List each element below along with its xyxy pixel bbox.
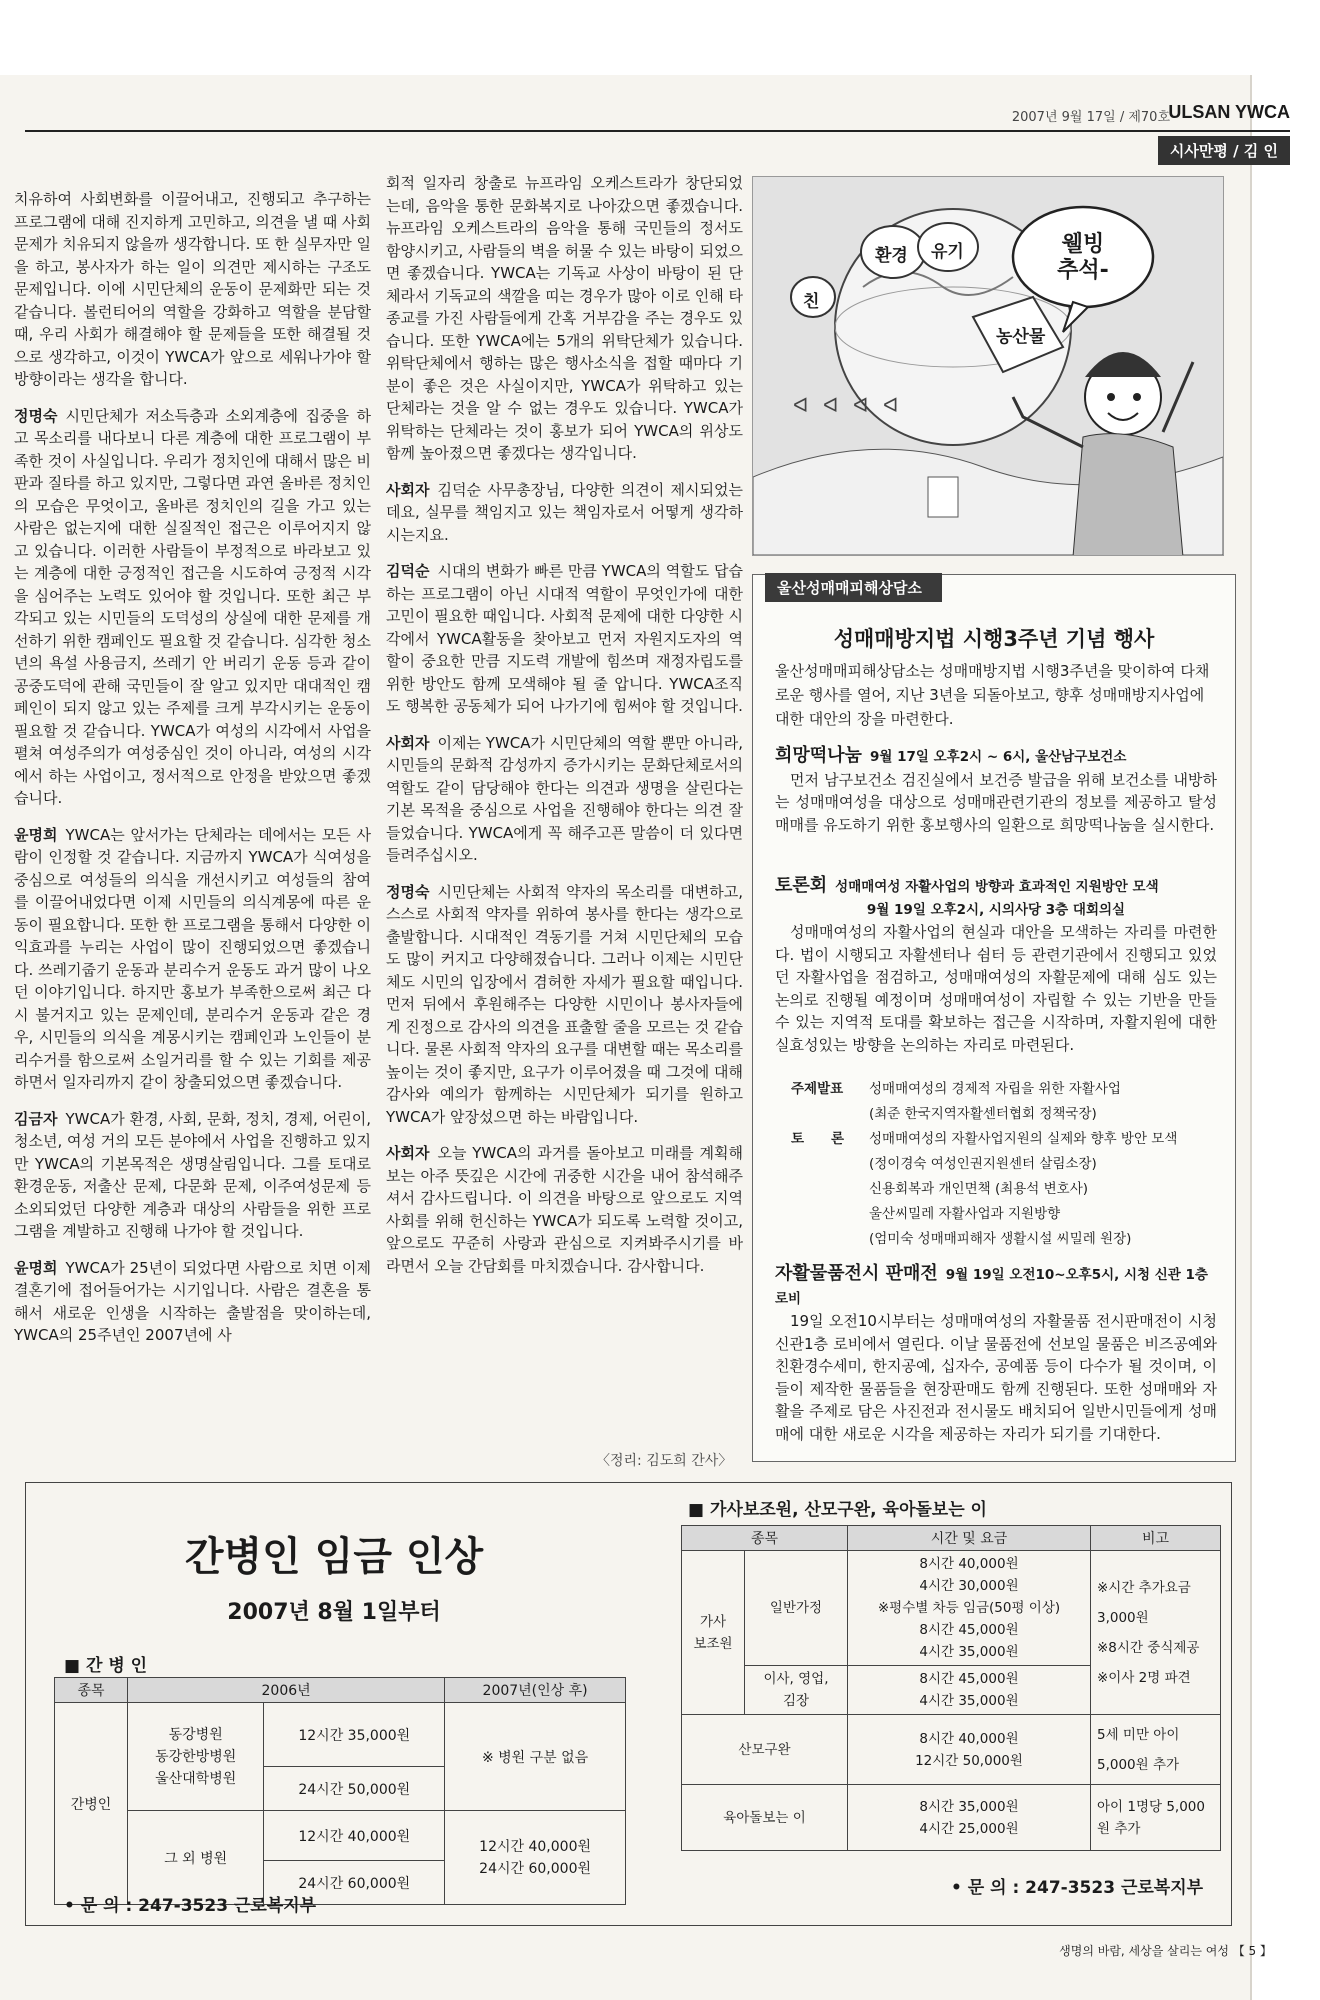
forum-program: 주제발표 성매매여성의 경제적 자립을 위한 자활사업 (최준 한국지역자활센터협회 정책국장) 토 론 성매매여성의 자활사업지원의 실제와 향후 방안 모색 (정이경숙 여성인권지원센터 살림소장) 신용회복과 개인면책 (최용석 변호사) 울산씨밀레 자활사업과 지원방향 (엄미숙 성매매피해자 생활시설 씨밀레 원장)	[791, 1081, 1178, 1247]
article-credit: 〈정리: 김도희 간사〉	[596, 1453, 733, 1469]
box-title: 성매매방지법 시행3주년 기념 행사	[833, 627, 1155, 651]
caregiver-wage-table: 종목 2006년 2007년(인상 후) 간병인 동강병원 동강한방병원 울산대학병원 12시간 35,000원 ※ 병원 구분 없음 24시간 50,000원 그 외 병원 12시간 40,000원 12시간 40,000원 24시간 60,000원 24시간 60,000원	[54, 1677, 626, 1905]
speaker-name: 윤명희	[14, 825, 58, 844]
speaker-name: 사회자	[386, 480, 430, 499]
speaker-name: 정명숙	[386, 882, 430, 901]
speaker-name: 김덕순	[386, 562, 430, 580]
paragraph: 사회자 김덕순 사무총장님, 다양한 의견이 제시되었는데요, 실무를 책임지고 있는 책임자로서 어떻게 생각하시는지요.	[386, 480, 743, 544]
paragraph: 김금자 YWCA가 환경, 사회, 문화, 정치, 경제, 어린이, 청소년, 여성 거의 모든 분야에서 사업을 진행하고 있지만 YWCA의 기본목적은 생명살림입니다. 그를 토대로 환경운동, 저출산 문제, 다문화 문제, 이주여성문제 등 소외되었던 다양한 계층과 대상의 사람들을 위한 프로그램을 계발하고 진행해 나가야 할 것입니다.	[14, 1109, 371, 1240]
speaker-name: 사회자	[386, 1144, 430, 1162]
speaker-name: 정명숙	[14, 406, 58, 425]
sack-label: 친	[803, 292, 820, 312]
paragraph: 사회자 이제는 YWCA가 시민단체의 역할 뿐만 아니라, 시민들의 문화적 감성까지 증가시키는 문화단체로서의 역할도 같이 담당해야 한다는 의견과 생명을 살린다는 기본 목적을 중심으로 사업을 진행해야 한다는 의견 잘 들었습니다. YWCA에게 꼭 해주고픈 말씀이 더 있다면 들려주십시오.	[386, 733, 743, 864]
paragraph: 치유하여 사회변화를 이끌어내고, 진행되고 추구하는 프로그램에 대해 진지하게 고민하고, 의견을 낼 때 사회문제가 치유되지 않을까 생각합니다. 또 한 실무자만 일을 하고, 봉사자가 하는 일이 의견만 제시하는 구조도 문제입니다. 이에 시민단체의 운동이 문제화만 되는 것 같습니다. 볼런티어의 역할을 강화하고 역할을 분담할 때, 우리 사회가 해결해야 할 문제들을 또한 해결될 것으로 생각하고, 이것이 YWCA가 앞으로 세워나가야 할 방향이라는 생각을 합니다.	[14, 190, 371, 388]
paragraph: 정명숙 시민단체는 사회적 약자의 목소리를 대변하고, 스스로 사회적 약자를 위하여 봉사를 한다는 생각으로 출발합니다. 시대적인 격동기를 거쳐 시민단체의 모습도 많이 커지고 다양해졌습니다. 그러나 이제는 시민단체도 시민의 입장에서 겸허한 자세가 필요할 때입니다. 먼저 뒤에서 후원해주는 다양한 시민이나 봉사자들에게 진정으로 감사의 의견을 표출할 줄을 모르는 것 같습니다. 물론 사회적 약자의 요구를 대변할 때는 목소리를 높이는 것이 좋지만, 요구가 이루어졌을 때 그것에 대해 감사와 예의가 함께하는 시민단체가 되기를 원하고 YWCA가 앞장섰으면 하는 바람입니다.	[386, 882, 743, 1126]
sack-label: 환경	[875, 246, 908, 266]
page-header	[25, 100, 1290, 132]
counseling-center-box	[752, 574, 1236, 1462]
box-lead: 울산성매매피해상담소는 성매매방지법 시행3주년을 맞이하여 다채로운 행사를 열어, 지난 3년을 되돌아보고, 향후 성매매방지사업에 대한 대안의 장을 마련한다.	[775, 662, 1210, 728]
notice-subtitle: 2007년 8월 1일부터	[227, 1600, 441, 1625]
page-footer: 생명의 바람, 세상을 살리는 여성 【 5 】	[1059, 1944, 1272, 1958]
sack-label: 유기	[931, 242, 964, 262]
cartoon-illustration	[752, 176, 1224, 556]
section-heading: ■ 간 병 인	[64, 1656, 148, 1676]
svg-text:ᐊ: ᐊ	[853, 393, 869, 417]
event-exhibition-sale: 자활물품전시 판매전 9월 19일 오전10~오후5시, 시청 신관 1층 로비 19일 오전10시부터는 성매매여성의 자활물품 전시판매전이 시청신관1층 로비에서 열린다. 이날 물품전에 선보일 물품은 비즈공예와 친환경수세미, 한지공예, 십자수, 공예품 등이 다수가 될 것이며, 이들이 제작한 물품들을 현장판매도 함께 진행된다. 또한 성매매와 자활을 주제로 담은 사진전과 전시물도 배치되어 일반시민들에게 성매매에 대한 새로운 시각을 제공하는 자리가 되기를 기대한다.	[775, 1263, 1217, 1443]
housekeeper-rates-notice	[646, 1483, 1231, 1925]
sack-label: 농산물	[996, 327, 1046, 347]
event-hope-rice-cake: 희망떡나눔 9월 17일 오후2시 ~ 6시, 울산남구보건소 먼저 남구보건소 검진실에서 보건증 발급을 위해 보건소를 내방하는 성매매여성을 대상으로 성매매관련기관의 정보를 제공하고 탈성매매를 유도하기 위한 홍보행사의 일환으로 희망떡나눔을 실시한다.	[775, 745, 1217, 834]
speaker-name: 윤명희	[14, 1258, 58, 1277]
paragraph: 사회자 오늘 YWCA의 과거를 돌아보고 미래를 계획해보는 아주 뜻깊은 시간에 귀중한 시간을 내어 참석해주셔서 감사드립니다. 이 의견을 바탕으로 앞으로도 지역사회를 위해 헌신하는 YWCA가 되도록 노력할 것이고, 앞으로도 꾸준히 사랑과 관심으로 지켜봐주시기를 바라면서 오늘 간담회를 마치겠습니다. 감사합니다.	[386, 1144, 743, 1275]
paragraph: 윤명희 YWCA가 25년이 되었다면 사람으로 치면 이제 결혼기에 접어들어가는 시기입니다. 사람은 결혼을 통해서 새로운 인생을 시작하는 출발점을 맞이하는데, YWCA의 25주년인 2007년에 사	[14, 1258, 371, 1344]
event-forum: 토론회 성매매여성 자활사업의 방향과 효과적인 지원방안 모색 9월 19일 오후2시, 시의사당 3층 대회의실 성매매여성의 자활사업의 현실과 대안을 모색하는 자리를 마련한다. 법이 시행되고 자활센터나 쉼터 등 관련기관에서 진행되고 있었던 자활사업을 점검하고, 성매매여성의 자활문제에 대해 심도 있는 논의로 진행될 예정이며 성매매여성이 자립할 수 있는 기반을 만들 수 있는 지역적 토대를 확보하는 접근을 시작하며, 자활지원에 대한 실효성있는 방향을 논의하는 자리로 마련된다.	[775, 875, 1217, 1054]
section-heading: ■ 가사보조원, 산모구완, 육아돌보는 이	[688, 1500, 987, 1520]
svg-text:ᐊ: ᐊ	[883, 393, 899, 417]
section-tag: 시사만평 / 김 인	[1158, 136, 1290, 165]
contact-line: • 문 의 : 247-3523 근로복지부	[951, 1878, 1204, 1898]
brand-name: ULSAN YWCA	[1168, 102, 1290, 122]
svg-text:ᐊ: ᐊ	[793, 393, 809, 417]
article-column-1	[14, 188, 371, 1361]
box-tab: 울산성매매피해상담소	[765, 573, 942, 602]
speaker-name: 사회자	[386, 733, 430, 752]
speech-bubble-text: 웰빙 추석-	[1057, 232, 1109, 283]
contact-line: • 문 의 : 247-3523 근로복지부	[64, 1896, 317, 1916]
issue-date: 2007년 9월 17일 / 제70호	[1011, 110, 1170, 125]
housekeeper-rates-table: 종목 시간 및 요금 비고 가사 보조원 일반가정 8시간 40,000원 4시간 30,000원 ※평수별 차등 임금(50평 이상) 8시간 45,000원 4시간 35,000원 ※시간 추가요금 3,000원 ※8시간 중식제공 ※이사 2명 파견 이사, 영업, 김장 8시간 45,000원 4시간 35,000원 산모구완 8시간 40,000원 12시간 50,000원 5세 미만 아이 5,000원 추가 육아돌보는 이 8시간 35,000원 4시간 25,000원 아이 1명당 5,000원 추가	[681, 1525, 1221, 1851]
speaker-name: 김금자	[14, 1109, 58, 1128]
paragraph: 회적 일자리 창출로 뉴프라임 오케스트라가 창단되었는데, 음악을 통한 문화복지로 나아갔으면 좋겠습니다. 뉴프라임 오케스트라의 음악을 통해 국민들의 정서도 함양시키고, 사람들의 벽을 허물 수 있는 바탕이 되었으면 좋겠습니다. YWCA는 기독교 사상이 바탕이 된 단체라서 기독교의 색깔을 띠는 경우가 많아 이로 인해 타 종교를 가진 사람들에게 간혹 거부감을 주는 경우도 있습니다. 또한 YWCA에는 5개의 위탁단체가 있습니다. 위탁단체에서 행하는 많은 행사소식을 접할 때마다 기분이 좋은 것은 사실이지만, YWCA가 위탁하고 있는 단체라는 것을 알 수 없는 경우도 있습니다. YWCA가 위탁하는 단체라는 것이 홍보가 되어 YWCA의 위상도 함께 높아졌으면 좋겠다는 생각입니다.	[386, 174, 743, 462]
notice-title: 간병인 임금 인상	[184, 1534, 484, 1580]
cartoon-drawing	[753, 177, 1223, 555]
article-column-2	[386, 172, 743, 1291]
svg-text:ᐊ: ᐊ	[823, 393, 839, 417]
bottom-notice-area	[25, 1482, 1232, 1926]
paragraph: 김덕순 시대의 변화가 빠른 만큼 YWCA의 역할도 답습하는 프로그램이 아닌 시대적 역할이 무엇인가에 대한 고민이 필요한 때입니다. 사회적 문제에 대한 다양한 시각에서 YWCA활동을 찾아보고 먼저 자원지도자의 역할이 중요한 만큼 지도력 개발에 힘쓰며 재정자립도를 위한 방안도 함께 모색해야 될 줄 압니다. YWCA조직도 행복한 공동체가 되어 나가기에 힘써야 할 것입니다.	[386, 562, 743, 715]
paragraph: 정명숙 시민단체가 저소득층과 소외계층에 집중을 하고 목소리를 내다보니 다른 계층에 대한 프로그램이 부족한 것이 사실입니다. 우리가 정치인에 대해서 많은 비판과 질타를 하고 있지만, 그렇다면 과연 올바른 정치인의 모습은 무엇이고, 올바른 정치인의 길을 가고 있는 사람은 없는지에 대한 실질적인 접근은 이루어지지 않고 있습니다. 이러한 사람들이 부정적으로 바라보고 있는 계층에 대한 긍정적인 접근을 시도하여 긍정적 시각을 심어주는 노력도 있어야 할 것입니다. 또한 최근 부각되고 있는 시민들의 도덕성의 상실에 대한 문제를 개선하기 위한 캠페인도 필요할 것 같습니다. 심각한 청소년의 욕설 사용금지, 쓰레기 안 버리기 운동 등과 같이 공중도덕에 관해 국민들이 잘 알고 있지만 대대적인 캠페인이 되지 않고 있는 주제를 크게 부각시키는 운동이 필요할 것 같습니다. YWCA가 여성의 시각에서 사업을 펼쳐 여성주의가 여성중심인 것이 아니라, 여성의 시각에서 하는 사업이고, 정서적으로 안정을 받았으면 좋겠습니다.	[14, 406, 371, 807]
paragraph: 윤명희 YWCA는 앞서가는 단체라는 데에서는 모든 사람이 인정할 것 같습니다. 지금까지 YWCA가 식여성을 중심으로 여성들의 의식을 개선시키고 여성들의 참여를 이끌어내었다면 이제 시민들의 의식계몽에 따른 운동이 필요합니다. 또한 한 프로그램을 통해서 다양한 이익효과를 누리는 사업이 많이 진행되었으면 좋겠습니다. 쓰레기줍기 운동과 분리수거 운동도 과거 많이 나오던 이야기입니다. 하지만 홍보가 부족한으로써 최근 다시 불거지고 있는 문제인데, 분리수거 운동과 같은 경우, 시민들의 의식을 계몽시키는 캠페인과 노인들이 분리수거를 함으로써 소일거리를 할 수 있는 기회를 제공하면서 일자리까지 같이 창출되었으면 좋겠습니다.	[14, 825, 371, 1091]
caregiver-wage-notice	[26, 1483, 642, 1925]
